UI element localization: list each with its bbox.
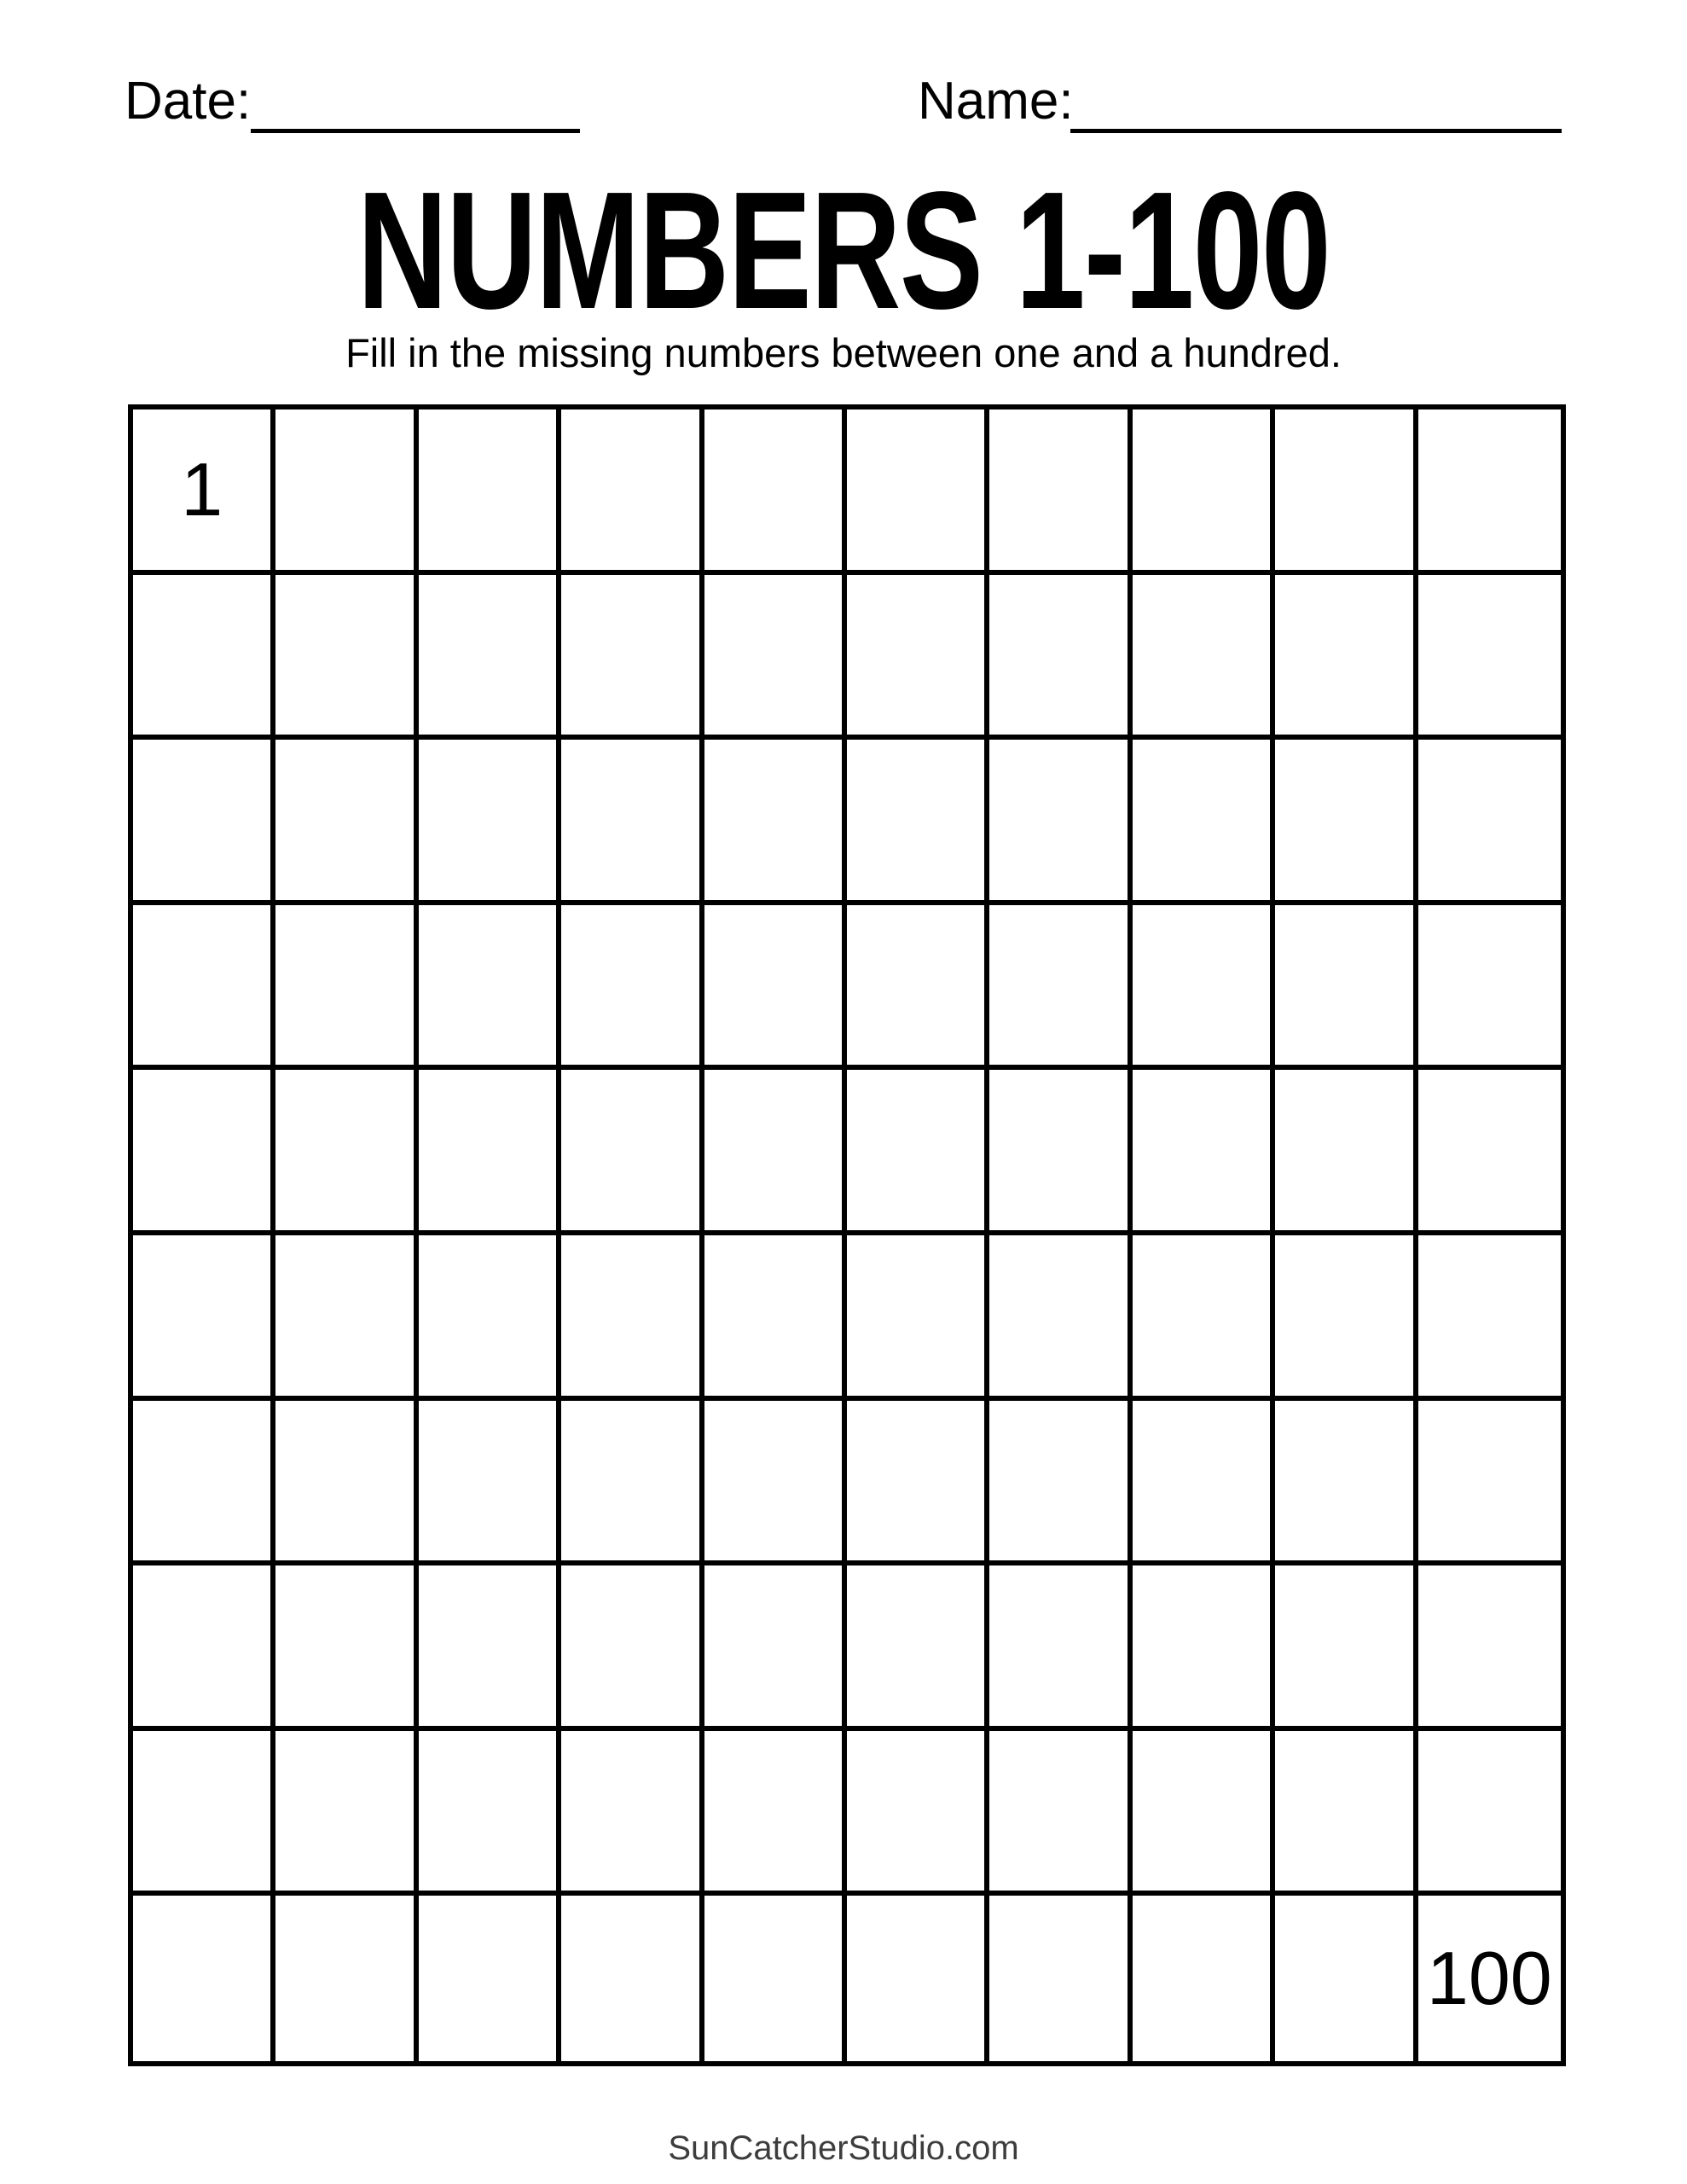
grid-cell-empty[interactable]: [419, 575, 561, 741]
grid-cell-empty[interactable]: [1275, 1896, 1417, 2061]
grid-cell-empty[interactable]: [561, 1731, 704, 1896]
page-subtitle: Fill in the missing numbers between one and a hundred.: [345, 330, 1342, 375]
grid-cell-empty[interactable]: [989, 1565, 1132, 1731]
grid-cell-empty[interactable]: [1275, 1070, 1417, 1235]
grid-cell-empty[interactable]: [989, 1235, 1132, 1401]
grid-cell-empty[interactable]: [704, 905, 847, 1071]
grid-cell-empty[interactable]: [1418, 1565, 1561, 1731]
grid-cell-empty[interactable]: [1133, 575, 1275, 741]
grid-cell-empty[interactable]: [1418, 575, 1561, 741]
grid-cell-empty[interactable]: [419, 1896, 561, 2061]
grid-cell-empty[interactable]: [275, 410, 418, 575]
grid-cell-empty[interactable]: [1275, 1235, 1417, 1401]
grid-cell-empty[interactable]: [989, 410, 1132, 575]
grid-cell-filled: 100: [1426, 1936, 1552, 2021]
grid-cell-empty[interactable]: [561, 1235, 704, 1401]
grid-cell-empty[interactable]: [1275, 905, 1417, 1071]
grid-cell-empty[interactable]: [275, 1731, 418, 1896]
date-fill-in-line[interactable]: [251, 129, 580, 133]
grid-cell-empty[interactable]: [133, 1896, 275, 2061]
grid-cell-empty[interactable]: [275, 905, 418, 1071]
date-label: Date:: [125, 72, 252, 131]
grid-cell-empty[interactable]: [1418, 410, 1561, 575]
grid-cell-empty[interactable]: [1133, 1401, 1275, 1566]
grid-cell-empty[interactable]: [419, 905, 561, 1071]
grid-cell-empty[interactable]: [1275, 1731, 1417, 1896]
grid-cell-empty[interactable]: [1133, 1235, 1275, 1401]
grid-cell-empty[interactable]: [1133, 1070, 1275, 1235]
grid-cell-empty[interactable]: [275, 575, 418, 741]
grid-cell-empty[interactable]: [1275, 410, 1417, 575]
grid-cell-empty[interactable]: [133, 575, 275, 741]
grid-cell-empty[interactable]: [704, 410, 847, 575]
grid-cell-empty[interactable]: [847, 1235, 989, 1401]
grid-cell-empty[interactable]: [1133, 905, 1275, 1071]
grid-cell-empty[interactable]: [133, 1731, 275, 1896]
grid-cell-empty[interactable]: [419, 1070, 561, 1235]
grid-cell-empty[interactable]: [1275, 1565, 1417, 1731]
grid-cell-empty[interactable]: [561, 1401, 704, 1566]
grid-cell-empty[interactable]: [133, 905, 275, 1071]
grid-cell-empty[interactable]: [1275, 740, 1417, 905]
grid-cell-empty[interactable]: [1133, 410, 1275, 575]
grid-cell-empty[interactable]: [847, 575, 989, 741]
grid-cell-empty[interactable]: [1275, 1401, 1417, 1566]
grid-cell-empty[interactable]: [275, 740, 418, 905]
grid-cell-empty[interactable]: [1418, 1235, 1561, 1401]
grid-cell-empty[interactable]: [419, 1565, 561, 1731]
grid-cell-empty[interactable]: [419, 1401, 561, 1566]
grid-cell-empty[interactable]: [847, 1070, 989, 1235]
grid-cell-empty[interactable]: [989, 575, 1132, 741]
grid-cell-empty[interactable]: [989, 1401, 1132, 1566]
grid-cell-empty[interactable]: [704, 575, 847, 741]
grid-cell-empty[interactable]: [275, 1235, 418, 1401]
grid-cell-empty[interactable]: [1133, 1896, 1275, 2061]
grid-cell-empty[interactable]: [847, 1565, 989, 1731]
grid-cell-empty[interactable]: [275, 1565, 418, 1731]
grid-cell-filled: 1: [133, 410, 275, 575]
grid-cell-empty[interactable]: [847, 1896, 989, 2061]
grid-cell-empty[interactable]: [1418, 1070, 1561, 1235]
grid-cell-empty[interactable]: [561, 905, 704, 1071]
grid-cell-empty[interactable]: [1418, 740, 1561, 905]
grid-cell-empty[interactable]: [704, 1896, 847, 2061]
page-title: NUMBERS 1-100: [357, 157, 1330, 344]
grid-cell-empty[interactable]: [1133, 1731, 1275, 1896]
grid-cell-empty[interactable]: [561, 1070, 704, 1235]
grid-cell-empty[interactable]: [989, 905, 1132, 1071]
grid-cell-empty[interactable]: [1133, 1565, 1275, 1731]
footer-site-text: SunCatcherStudio.com: [668, 2129, 1019, 2167]
grid-cell-empty[interactable]: [1133, 740, 1275, 905]
grid-cell-empty[interactable]: [989, 1070, 1132, 1235]
grid-cell-empty[interactable]: [989, 740, 1132, 905]
grid-cell-empty[interactable]: [1418, 1401, 1561, 1566]
grid-cell-empty[interactable]: [561, 740, 704, 905]
grid-cell-empty[interactable]: [561, 410, 704, 575]
grid-cell-empty[interactable]: [275, 1896, 418, 2061]
grid-cell-empty[interactable]: [419, 410, 561, 575]
grid-cell-empty[interactable]: [847, 410, 989, 575]
grid-cell-empty[interactable]: [704, 1565, 847, 1731]
grid-cell-empty[interactable]: [1418, 905, 1561, 1071]
grid-cell-empty[interactable]: [704, 1235, 847, 1401]
grid-cell-empty[interactable]: [561, 1896, 704, 2061]
grid-cell-empty[interactable]: [847, 1731, 989, 1896]
grid-cell-empty[interactable]: [847, 905, 989, 1071]
grid-cell-empty[interactable]: [133, 740, 275, 905]
grid-cell-empty[interactable]: [419, 1235, 561, 1401]
grid-cell-empty[interactable]: [1275, 575, 1417, 741]
grid-cell-empty[interactable]: [133, 1401, 275, 1566]
number-grid: [128, 404, 1566, 2066]
grid-cell-empty[interactable]: [847, 740, 989, 905]
grid-cell-empty[interactable]: [704, 740, 847, 905]
grid-cell-empty[interactable]: [133, 1565, 275, 1731]
name-fill-in-line[interactable]: [1070, 129, 1562, 133]
grid-cell-empty[interactable]: [561, 575, 704, 741]
grid-cell-empty[interactable]: [704, 1731, 847, 1896]
grid-cell-empty[interactable]: [133, 1235, 275, 1401]
grid-cell-empty[interactable]: [847, 1401, 989, 1566]
name-label: Name:: [918, 72, 1074, 131]
grid-cell-empty[interactable]: [133, 1070, 275, 1235]
grid-cell-empty[interactable]: [419, 740, 561, 905]
grid-cell-empty[interactable]: [989, 1731, 1132, 1896]
grid-cell-empty[interactable]: [561, 1565, 704, 1731]
grid-cell-empty[interactable]: [704, 1070, 847, 1235]
grid-cell-empty[interactable]: [419, 1731, 561, 1896]
grid-cell-empty[interactable]: [275, 1401, 418, 1566]
grid-cell-empty[interactable]: [989, 1896, 1132, 2061]
grid-cell-empty[interactable]: [704, 1401, 847, 1566]
grid-cell-empty[interactable]: [1418, 1731, 1561, 1896]
grid-cell-empty[interactable]: [275, 1070, 418, 1235]
